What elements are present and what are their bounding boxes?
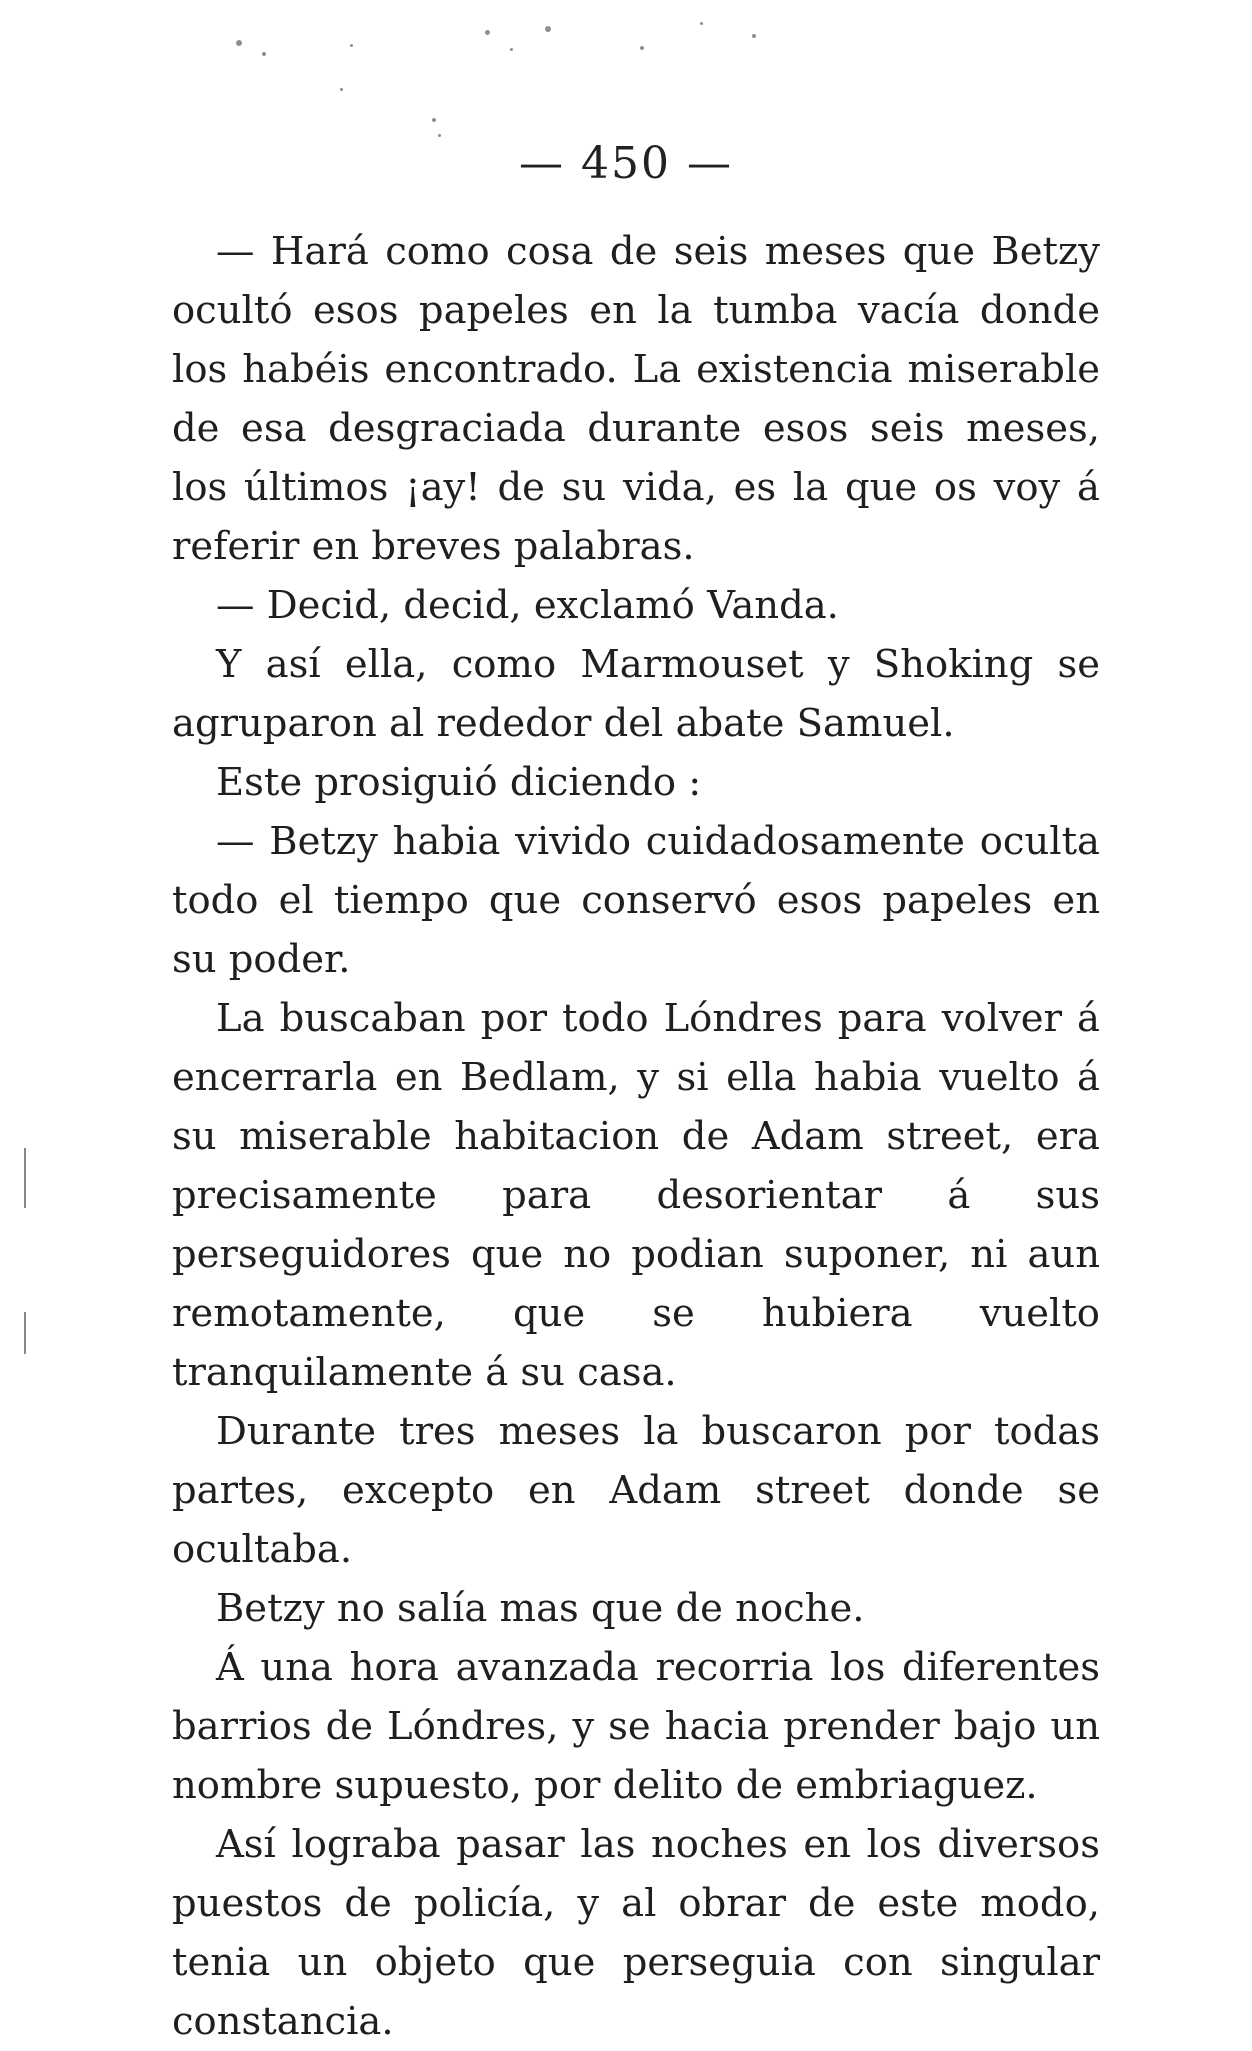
ink-speck	[438, 134, 441, 137]
paragraph: Durante tres meses la buscaron por todas partes, excepto en Adam street donde se ocultaba.	[172, 1409, 1100, 1572]
paragraph: La buscaban por todo Lóndres para volver á encerrarla en Bedlam, y si ella habia vuelto á su miserable habitacion de Adam street, era precisamente para desorientar á sus perseguidores que no podian suponer, ni aun remotamente, que se hubiera vuelto tranquilamente á su casa.	[172, 996, 1100, 1395]
paragraph: Á una hora avanzada recorria los diferentes barrios de Lóndres, y se hacia prender bajo un nombre supuesto, por delito de embriaguez.	[172, 1645, 1100, 1808]
ink-speck	[262, 52, 266, 56]
ink-speck	[350, 44, 353, 47]
paragraph: — Betzy habia vivido cuidadosamente oculta todo el tiempo que conservó esos papeles en su poder.	[172, 819, 1100, 982]
ink-speck	[545, 26, 551, 32]
ink-speck	[510, 48, 513, 51]
ink-speck	[340, 88, 343, 91]
paragraph: Y así ella, como Marmouset y Shoking se agruparon al rededor del abate Samuel.	[172, 642, 1100, 746]
paragraph: Así lograba pasar las noches en los diversos puestos de policía, y al obrar de este modo, tenia un objeto que perseguia con singular constancia.	[172, 1822, 1100, 2044]
ink-speck	[485, 30, 490, 35]
ink-speck	[752, 34, 756, 38]
page-number: — 450 —	[519, 138, 733, 189]
binding-mark	[24, 1148, 26, 1208]
ink-speck	[432, 118, 436, 122]
paragraph: Este prosiguió diciendo :	[216, 760, 702, 805]
paragraph: — Decid, decid, exclamó Vanda.	[216, 583, 839, 628]
binding-mark	[24, 1312, 26, 1354]
paragraph: Betzy no salía mas que de noche.	[216, 1586, 865, 1631]
ink-speck	[640, 46, 644, 50]
paragraph: — Hará como cosa de seis meses que Betzy ocultó esos papeles en la tumba vacía donde los habéis encontrado. La existencia miserable de esa desgraciada durante esos seis meses, los últimos ¡ay! de su vida, es la que os voy á referir en breves palabras.	[172, 229, 1100, 569]
ink-speck	[700, 22, 703, 25]
body-text	[172, 222, 1100, 2051]
ink-speck	[236, 40, 242, 46]
